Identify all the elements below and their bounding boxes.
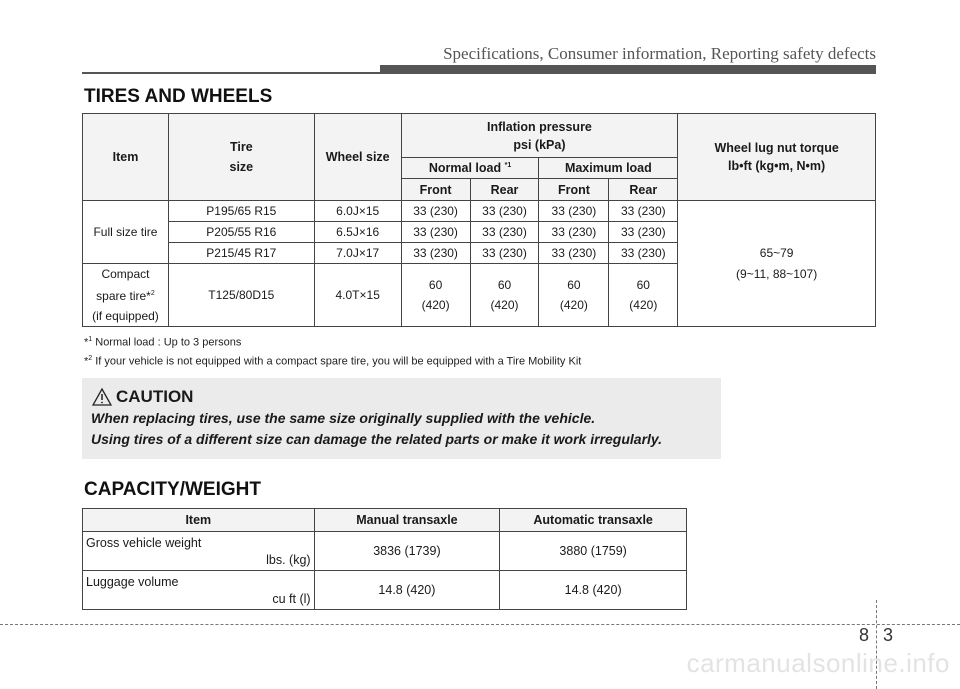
max-front: 33 (230) bbox=[539, 201, 609, 222]
header-item: Item bbox=[83, 114, 169, 201]
page-rule bbox=[0, 624, 960, 625]
normal-rear: 33 (230) bbox=[470, 243, 539, 264]
normal-front: 33 (230) bbox=[401, 243, 470, 264]
tires-table bbox=[82, 113, 876, 327]
cap-manual-value: 3836 (1739) bbox=[314, 532, 500, 571]
wheel-size: 7.0J×17 bbox=[314, 243, 401, 264]
table-row bbox=[83, 532, 687, 571]
header-tire-size: Tire size bbox=[168, 114, 314, 201]
caution-title: CAUTION bbox=[116, 387, 194, 406]
max-front: 33 (230) bbox=[539, 222, 609, 243]
max-rear: 33 (230) bbox=[609, 222, 678, 243]
tire-size: P215/45 R17 bbox=[168, 243, 314, 264]
normal-front: 60 (420) bbox=[401, 264, 470, 327]
max-front: 33 (230) bbox=[539, 243, 609, 264]
cap-automatic-value: 14.8 (420) bbox=[500, 571, 687, 610]
normal-rear: 33 (230) bbox=[470, 201, 539, 222]
cap-header-automatic: Automatic transaxle bbox=[500, 509, 687, 532]
max-front: 60 (420) bbox=[539, 264, 609, 327]
compact-spare-label: Compact spare tire*$^2$ (if equipped) bbox=[83, 264, 169, 327]
footnote-2: *$^2$ If your vehicle is not equipped with a compact spare tire, you will be equipped with a Tire Mobility Kit bbox=[84, 355, 582, 368]
table-row bbox=[83, 571, 687, 610]
wheel-size: 6.0J×15 bbox=[314, 201, 401, 222]
tire-size: T125/80D15 bbox=[168, 264, 314, 327]
header-rear: Rear bbox=[609, 179, 678, 201]
cap-row-label: Luggage volume cu ft (l) bbox=[83, 571, 315, 610]
header-lug-torque: Wheel lug nut torque lb•ft (kg•m, N•m) bbox=[678, 114, 876, 201]
table-row bbox=[83, 201, 876, 222]
normal-rear: 60 (420) bbox=[470, 264, 539, 327]
header-rule bbox=[82, 72, 876, 74]
tires-section-title: TIRES AND WHEELS bbox=[84, 86, 273, 107]
capacity-table bbox=[82, 508, 687, 610]
chapter-number: 8 bbox=[859, 625, 870, 645]
footnote-1: *$^1$ Normal load : Up to 3 persons bbox=[84, 336, 242, 349]
max-rear: 60 (420) bbox=[609, 264, 678, 327]
normal-front: 33 (230) bbox=[401, 222, 470, 243]
max-rear: 33 (230) bbox=[609, 243, 678, 264]
header-front: Front bbox=[539, 179, 609, 201]
normal-front: 33 (230) bbox=[401, 201, 470, 222]
tire-size: P195/65 R15 bbox=[168, 201, 314, 222]
caution-box bbox=[82, 378, 721, 459]
caution-text-line-1: When replacing tires, use the same size originally supplied with the vehicle. bbox=[91, 410, 596, 426]
cap-automatic-value: 3880 (1759) bbox=[500, 532, 687, 571]
page-number: 3 bbox=[883, 625, 894, 645]
lug-torque-value: 65~79 (9~11, 88~107) bbox=[678, 201, 876, 327]
watermark: carmanualsonline.info bbox=[686, 648, 950, 678]
tire-size: P205/55 R16 bbox=[168, 222, 314, 243]
header-normal-load: Normal load $^{*1}$ bbox=[401, 158, 539, 179]
cap-row-label: Gross vehicle weight lbs. (kg) bbox=[83, 532, 315, 571]
header-front: Front bbox=[401, 179, 470, 201]
normal-rear: 33 (230) bbox=[470, 222, 539, 243]
cap-header-item: Item bbox=[83, 509, 315, 532]
header-rear: Rear bbox=[470, 179, 539, 201]
full-size-tire-label: Full size tire bbox=[83, 201, 169, 264]
header-inflation: Inflation pressure psi (kPa) bbox=[401, 114, 678, 158]
caution-text-line-2: Using tires of a different size can damage the related parts or make it work irregularly. bbox=[91, 431, 663, 447]
header-max-load: Maximum load bbox=[539, 158, 678, 179]
running-header: Specifications, Consumer information, Reporting safety defects bbox=[443, 44, 876, 63]
header-wheel-size: Wheel size bbox=[314, 114, 401, 201]
capacity-section-title: CAPACITY/WEIGHT bbox=[84, 479, 261, 500]
cap-header-manual: Manual transaxle bbox=[314, 509, 500, 532]
wheel-size: 4.0T×15 bbox=[314, 264, 401, 327]
max-rear: 33 (230) bbox=[609, 201, 678, 222]
wheel-size: 6.5J×16 bbox=[314, 222, 401, 243]
cap-manual-value: 14.8 (420) bbox=[314, 571, 500, 610]
header-bar bbox=[380, 65, 876, 72]
warning-triangle-icon bbox=[92, 388, 112, 406]
